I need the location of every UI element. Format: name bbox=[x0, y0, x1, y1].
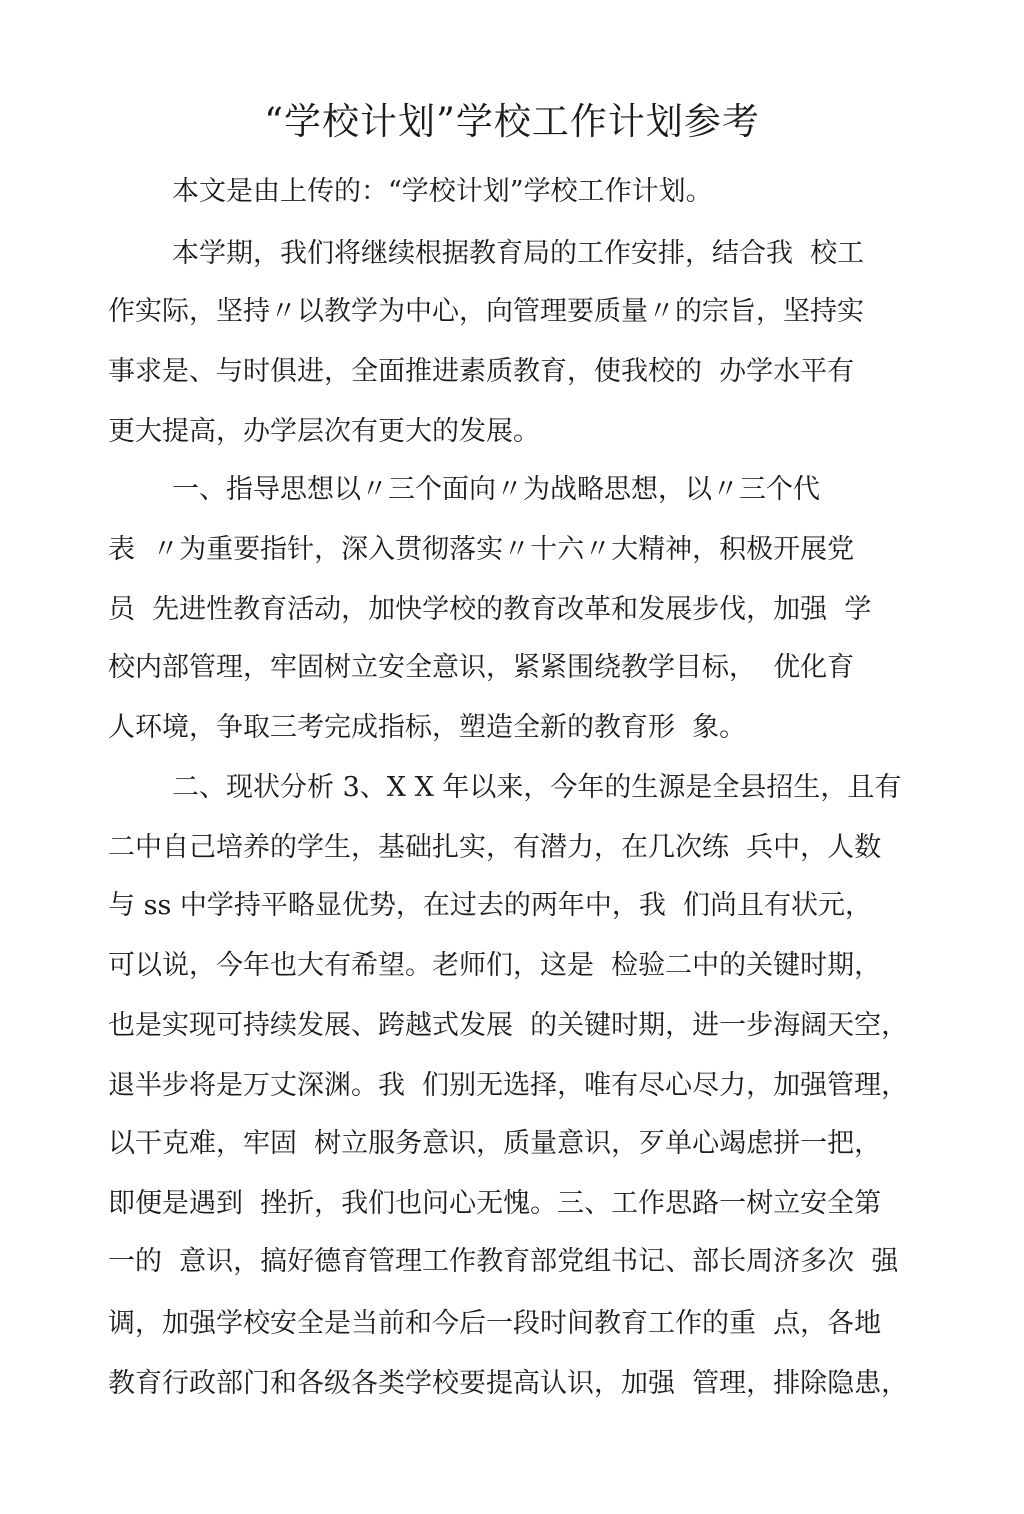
paragraph-line: 调，加强学校安全是当前和今后一段时间教育工作的重 点，各地 bbox=[108, 1308, 882, 1339]
paragraph-line: 表 〃为重要指针，深入贯彻落实〃十六〃大精神，积极开展党 bbox=[108, 534, 855, 565]
paragraph-line: 也是实现可持续发展、跨越式发展 的关键时期，进一步海阔天空， bbox=[108, 1010, 909, 1041]
paragraph-line: 校内部管理，牢固树立安全意识，紧紧围绕教学目标， 优化育 bbox=[108, 652, 855, 683]
section-heading-line: 二、现状分析 3、X X 年以来，今年的生源是全县招生，且有 bbox=[172, 772, 902, 803]
section-heading-line: 一、指导思想以〃三个面向〃为战略思想，以〃三个代 bbox=[172, 474, 820, 505]
paragraph-line: 退半步将是万丈深渊。我 们别无选择，唯有尽心尽力，加强管理， bbox=[108, 1070, 909, 1101]
intro-line: 本文是由上传的：“学校计划”学校工作计划。 bbox=[172, 176, 713, 207]
paragraph-line: 教育行政部门和各级各类学校要提高认识，加强 管理，排除隐患， bbox=[108, 1368, 909, 1399]
paragraph-line: 与 ss 中学持平略显优势，在过去的两年中，我 们尚且有状元， bbox=[108, 890, 873, 921]
paragraph-line: 即便是遇到 挫折，我们也问心无愧。三、工作思路一树立安全第 bbox=[108, 1188, 882, 1219]
paragraph-line: 作实际，坚持〃以教学为中心，向管理要质量〃的宗旨，坚持实 bbox=[108, 296, 864, 327]
paragraph-line: 一的 意识，搞好德育管理工作教育部党组书记、部长周济多次 强 bbox=[108, 1246, 899, 1277]
paragraph-line: 可以说，今年也大有希望。老师们，这是 检验二中的关键时期， bbox=[108, 950, 882, 981]
paragraph-line: 更大提高，办学层次有更大的发展。 bbox=[108, 416, 540, 447]
document-title: “学校计划”学校工作计划参考 bbox=[264, 100, 760, 143]
paragraph-line: 事求是、与时俱进，全面推进素质教育，使我校的 办学水平有 bbox=[108, 356, 855, 387]
paragraph-line: 本学期，我们将继续根据教育局的工作安排，结合我 校工 bbox=[172, 238, 865, 269]
paragraph-line: 员 先进性教育活动，加快学校的教育改革和发展步伐，加强 学 bbox=[108, 594, 872, 625]
paragraph-line: 以干克难，牢固 树立服务意识，质量意识，歹单心竭虑拼一把， bbox=[108, 1128, 882, 1159]
paragraph-line: 二中自己培养的学生，基础扎实，有潜力，在几次练 兵中，人数 bbox=[108, 832, 882, 863]
paragraph-line: 人环境，争取三考完成指标，塑造全新的教育形 象。 bbox=[108, 712, 747, 743]
